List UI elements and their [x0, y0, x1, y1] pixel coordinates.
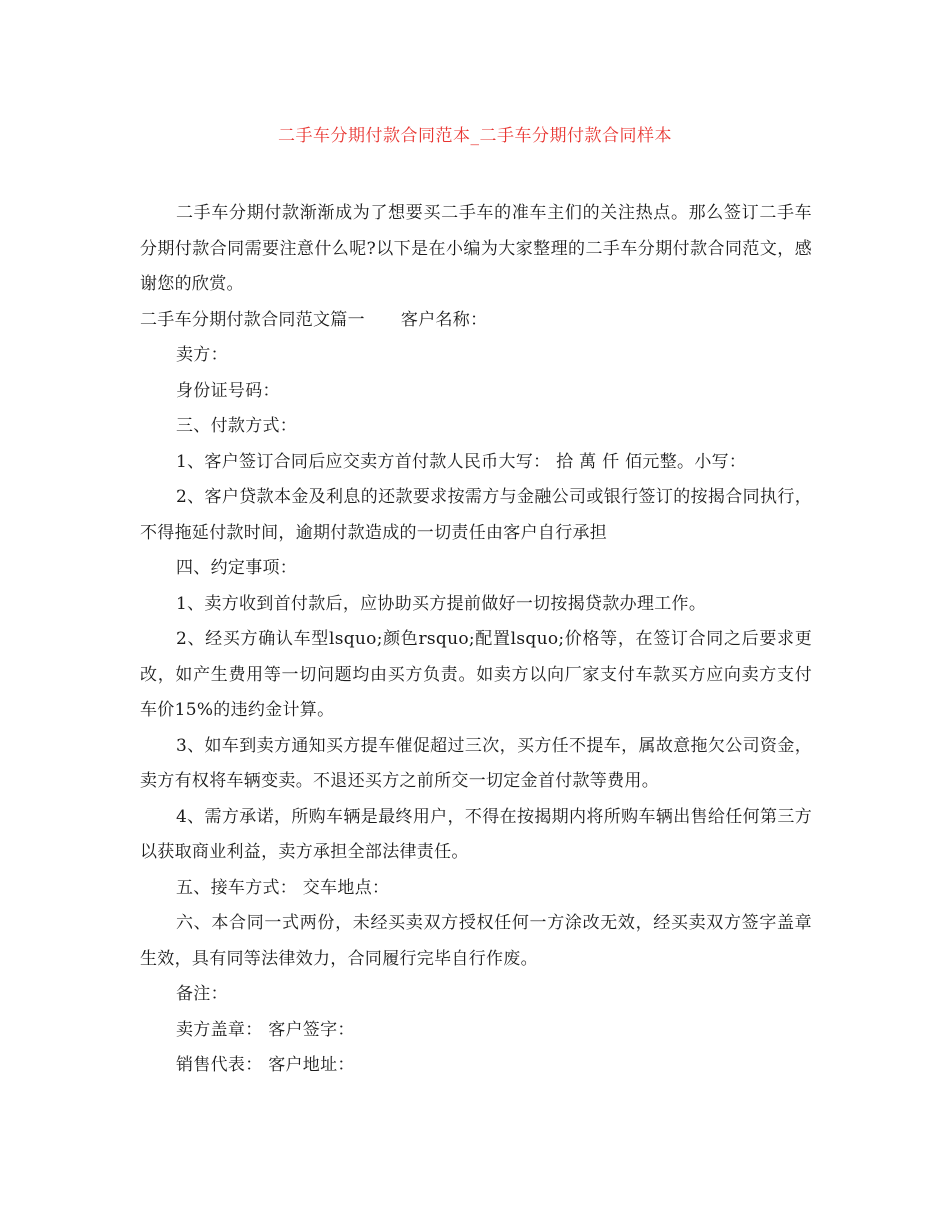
signature-line: 卖方盖章： 客户签字： [176, 1019, 355, 1040]
agreement-clause-2: 2、经买方确认车型lsquo;颜色rsquo;配置lsquo;价格等，在签订合同之后要求更改，如产生费用等一切问题均由买方负责。如卖方以向厂家支付车款买方应向卖方支付车价15%的违约金计算。 [140, 629, 812, 720]
agreement-clause-4: 4、需方承诺，所购车辆是最终用户，不得在按揭期内将所购车辆出售给任何第三方以获取商业利益，卖方承担全部法律责任。 [140, 806, 812, 862]
contract-copies-clause: 六、本合同一式两份，未经买卖双方授权任何一方涂改无效，经买卖双方签字盖章生效，具有同等法律效力，合同履行完毕自行作废。 [140, 913, 812, 969]
pickup-method: 五、接车方式： 交车地点： [176, 877, 390, 898]
section-heading-line [140, 303, 812, 339]
sales-rep-line: 销售代表： 客户地址： [176, 1055, 355, 1075]
document-body [140, 196, 812, 1084]
document-title: 二手车分期付款合同范本_二手车分期付款合同样本 [278, 126, 672, 146]
seller-label: 卖方： [176, 345, 228, 365]
payment-clause-1: 1、客户签订合同后应交卖方首付款人民币大写： 拾 萬 仟 佰元整。小写： [176, 451, 747, 472]
customer-name-label: 客户名称： [400, 309, 488, 330]
intro-paragraph: 二手车分期付款渐渐成为了想要买二手车的准车主们的关注热点。那么签订二手车分期付款合同需要注意什么呢?以下是在小编为大家整理的二手车分期付款合同范文，感谢您的欣赏。 [140, 203, 812, 294]
payment-clause-2: 2、客户贷款本金及利息的还款要求按需方与金融公司或银行签订的按揭合同执行，不得拖延付款时间，逾期付款造成的一切责任由客户自行承担 [140, 487, 812, 543]
id-number-label: 身份证号码： [176, 380, 280, 401]
payment-method-heading: 三、付款方式： [176, 416, 298, 436]
section-heading: 二手车分期付款合同范文篇一 [140, 309, 365, 330]
agreement-heading: 四、约定事项： [176, 558, 298, 578]
remarks-label: 备注： [176, 984, 228, 1004]
agreement-clause-3: 3、如车到卖方通知买方提车催促超过三次，买方任不提车，属故意拖欠公司资金，卖方有权将车辆变卖。不退还买方之前所交一切定金首付款等费用。 [140, 735, 812, 791]
agreement-clause-1: 1、卖方收到首付款后，应协助买方提前做好一切按揭贷款办理工作。 [176, 593, 707, 614]
